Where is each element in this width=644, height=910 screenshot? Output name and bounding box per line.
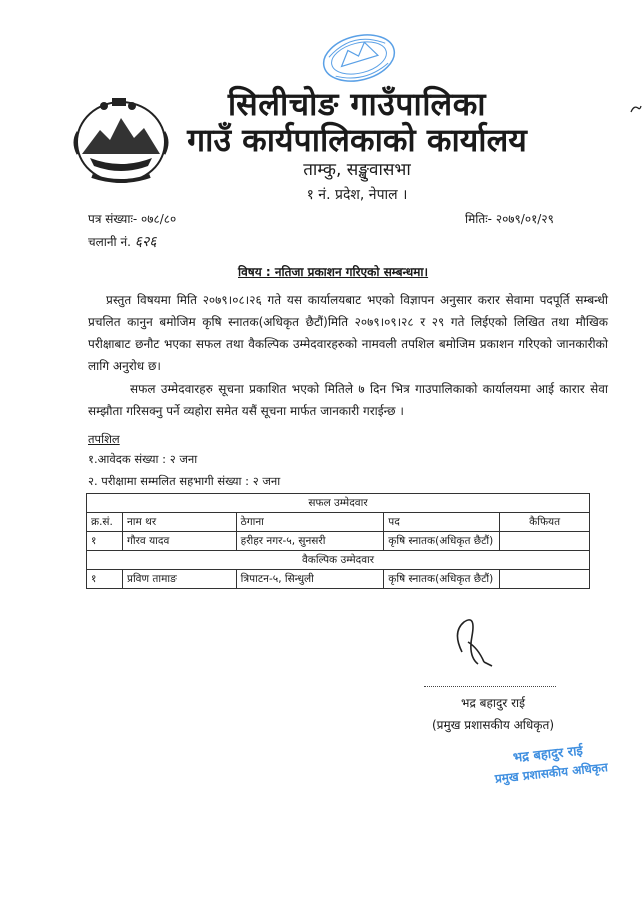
column-header: पद — [384, 513, 500, 532]
dispatch-number-value: ६२६ — [134, 234, 157, 250]
successful-heading: सफल उम्मेदवार — [87, 494, 590, 513]
cell-remarks — [500, 532, 590, 551]
table-row — [87, 570, 590, 589]
cell-name: प्रविण तामाङ — [122, 570, 236, 589]
cell-sn: १ — [87, 532, 123, 551]
letter-date — [465, 210, 554, 227]
office-subtitle: गाउँ कार्यपालिकाको कार्यालय — [187, 121, 527, 159]
alternate-heading: वैकल्पिक उम्मेदवार — [87, 551, 590, 570]
margin-mark-icon — [630, 104, 642, 114]
applicants-count: १.आवेदक संख्या : २ जना — [88, 452, 198, 466]
office-title: सिलीचोङ गाउँपालिका — [227, 85, 487, 123]
office-address: ताम्कु, सङ्खुवासभा — [303, 160, 411, 180]
letter-date-label: मितिः- — [465, 212, 492, 226]
cell-post: कृषि स्नातक(अधिकृत छैटौं) — [384, 570, 500, 589]
column-header: ठेगाना — [236, 513, 384, 532]
dispatch-number-label: चलानी नं. — [88, 235, 131, 249]
cell-remarks — [500, 570, 590, 589]
handwritten-signature — [448, 612, 498, 674]
table-header-row — [87, 513, 590, 532]
signer-designation: (प्रमुख प्रशासकीय अधिकृत) — [431, 718, 555, 732]
cell-sn: १ — [87, 570, 123, 589]
cell-address: त्रिपाटन-५, सिन्धुली — [236, 570, 384, 589]
column-header: नाम थर — [122, 513, 236, 532]
stamp-designation: प्रमुख प्रशासकीय अधिकृत — [494, 760, 609, 786]
participants-count: २. परीक्षामा सम्मलित सहभागी संख्या : २ जना — [88, 474, 281, 488]
signer-name: भद्र बहादुर राई — [461, 696, 525, 710]
body-paragraph-1: प्रस्तुत विषयमा मिति २०७९।०८।२६ गते यस कार्यालयबाट भएको विज्ञापन अनुसार करार सेवामा पदपूर्ति सम्बन्धी प्रचलित कानुन बमोजिम कृषि स्नातक(अधिकृत छैटौं)मिति २०७९।०९।२८ र २९ गते लिईएको लिखित तथा मौखिक परीक्षाबाट छनौट भएका सफल तथा वैकल्पिक उम्मेदवारहरुको नामवली तपशिल बमोजिम प्रकाशन गरिएको जानकारीको लागि अनुरोध छ। — [88, 293, 608, 373]
cell-address: हरीहर नगर-५, सुनसरी — [236, 532, 384, 551]
column-header: कैफियत — [500, 513, 590, 532]
table-section-row — [87, 494, 590, 513]
letter-subject: विषय : नतिजा प्रकाशन गरिएको सम्बन्धमा। — [238, 265, 429, 279]
body-paragraph-2: सफल उम्मेदवारहरु सूचना प्रकाशित भएको मितिले ७ दिन भित्र गाउपालिकाको कार्यालयमा आई कारार सेवा सम्झौता गरिसक्नु पर्ने व्यहोरा समेत यसैं सूचना मार्फत जानकारी गराईन्छ । — [88, 382, 608, 418]
municipality-seal-icon — [318, 30, 400, 86]
table-row — [87, 532, 590, 551]
cell-name: गौरव यादव — [122, 532, 236, 551]
details-heading: तपशिल — [88, 432, 120, 446]
letter-date-value: २०७९/०१/२९ — [495, 212, 554, 226]
letter-number-label: पत्र संख्याः- — [88, 212, 138, 226]
office-province: १ नं. प्रदेश, नेपाल । — [306, 187, 408, 203]
table-section-row — [87, 551, 590, 570]
dispatch-number — [88, 232, 157, 251]
results-table — [86, 493, 590, 589]
stamp-name: भद्र बहादुर राई — [512, 743, 584, 766]
letter-number-value: ०७८/८० — [141, 212, 177, 226]
signature-line — [424, 686, 556, 687]
cell-post: कृषि स्नातक(अधिकृत छैटौं) — [384, 532, 500, 551]
column-header: क्र.सं. — [87, 513, 123, 532]
letter-number — [88, 210, 176, 227]
